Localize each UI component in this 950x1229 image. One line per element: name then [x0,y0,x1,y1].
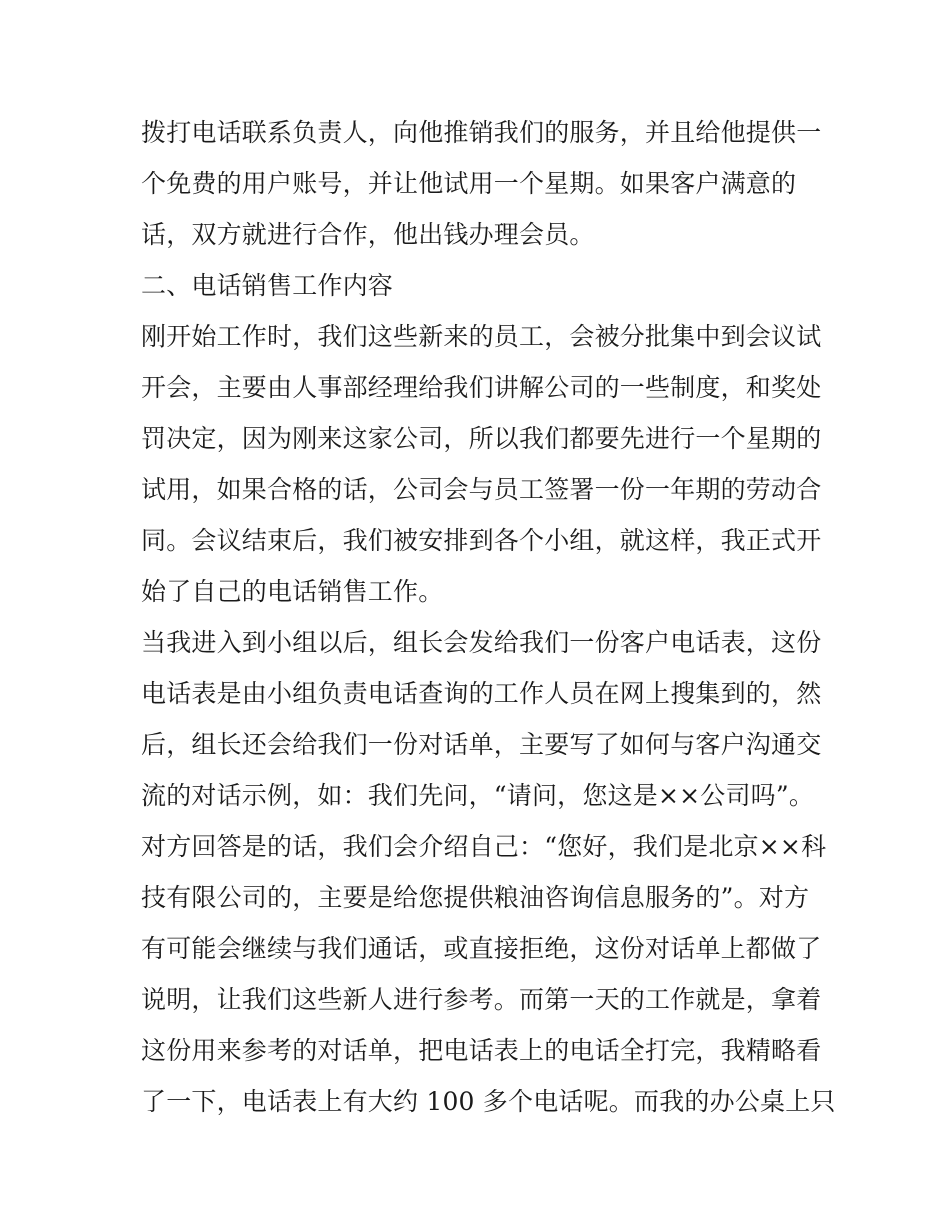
text-line: 说明，让我们这些新人进行参考。而第一天的工作就是，拿着 [141,985,822,1014]
text-line: 流的对话示例，如：我们先问，“请问，您这是××公司吗”。 [141,781,815,810]
text-line: 有可能会继续与我们通话，或直接拒绝，这份对话单上都做了 [141,934,822,963]
text-line: 当我进入到小组以后，组长会发给我们一份客户电话表，这份 [141,628,822,657]
text-line: 后，组长还会给我们一份对话单，主要写了如何与客户沟通交 [141,730,822,759]
text-line: 个免费的用户账号，并让他试用一个星期。如果客户满意的 [141,169,797,198]
section-heading: 二、电话销售工作内容 [141,271,394,300]
text-line: 对方回答是的话，我们会介绍自己：“您好，我们是北京××科 [141,832,827,861]
text-line: 刚开始工作时，我们这些新来的员工，会被分批集中到会议试 [141,322,822,351]
text-line: 技有限公司的，主要是给您提供粮油咨询信息服务的”。对方 [141,883,810,912]
document-body [141,107,836,1127]
text-line: 始了自己的电话销售工作。 [141,577,444,606]
text-line: 同。会议结束后，我们被安排到各个小组，就这样，我正式开 [141,526,822,555]
text-line: 试用，如果合格的话，公司会与员工签署一份一年期的劳动合 [141,475,822,504]
text-line: 开会，主要由人事部经理给我们讲解公司的一些制度，和奖处 [141,373,822,402]
text-line: 电话表是由小组负责电话查询的工作人员在网上搜集到的，然 [141,679,822,708]
text-line: 这份用来参考的对话单，把电话表上的电话全打完，我精略看 [141,1036,822,1065]
text-line: 拨打电话联系负责人，向他推销我们的服务，并且给他提供一 [141,118,822,147]
text-line: 了一下，电话表上有大约 100 多个电话呢。而我的办公桌上只 [141,1087,836,1116]
text-line: 罚决定，因为刚来这家公司，所以我们都要先进行一个星期的 [141,424,822,453]
text-line: 话，双方就进行合作，他出钱办理会员。 [141,220,595,249]
